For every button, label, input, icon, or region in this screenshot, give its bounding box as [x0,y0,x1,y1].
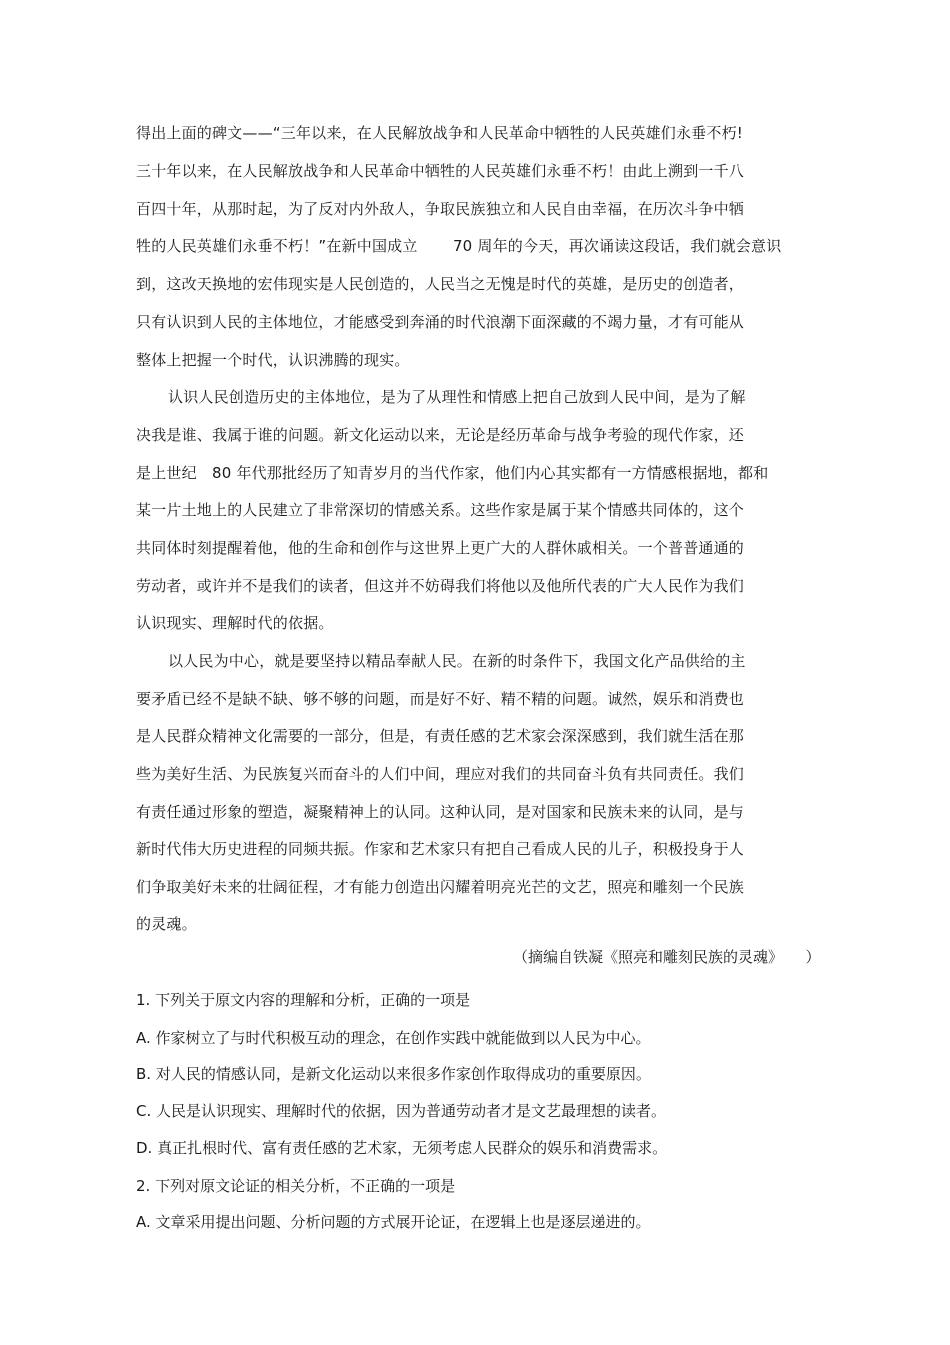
paragraph-line: 要矛盾已经不是缺不缺、够不够的问题，而是好不好、精不精的问题。诚然，娱乐和消费也 [136,690,745,708]
paragraph-line: 三十年以来，在人民解放战争和人民革命中牺牲的人民英雄们永垂不朽！由此上溯到一千八 [136,162,745,180]
paragraph-line: 整体上把握一个时代，认识沸腾的现实。 [136,351,410,369]
paragraph-line: 认识人民创造历史的主体地位，是为了从理性和情感上把自己放到人民中间，是为了解 [168,388,746,406]
paragraph-line: 些为美好生活、为民族复兴而奋斗的人们中间，理应对我们的共同奋斗负有共同责任。我们 [136,765,745,783]
paragraph-line: 只有认识到人民的主体地位，才能感受到奔涌的时代浪潮下面深藏的不竭力量，才有可能从 [136,313,745,331]
paragraph-line: 劳动者，或许并不是我们的读者，但这并不妨碍我们将他以及他所代表的广大人民作为我们 [136,577,745,595]
option-c: C. 人民是认识现实、理解时代的依据，因为普通劳动者才是文艺最理想的读者。 [136,1102,667,1120]
paragraph-line: 牲的人民英雄们永垂不朽！”在新中国成立 70 周年的今天，再次诵读这段话，我们就会意识 [136,237,782,255]
source-citation: （摘编自铁凝《照亮和雕刻民族的灵魂》 ） [513,948,821,966]
paragraph-line: 以人民为中心，就是要坚持以精品奉献人民。在新的时条件下，我国文化产品供给的主 [168,652,746,670]
paragraph-line: 到，这改天换地的宏伟现实是人民创造的，人民当之无愧是时代的英雄，是历史的创造者， [136,275,745,293]
paragraph-line: 是人民群众精神文化需要的一部分，但是，有责任感的艺术家会深深感到，我们就生活在那 [136,727,745,745]
paragraph-line: 得出上面的碑文——“三年以来，在人民解放战争和人民革命中牺牲的人民英雄们永垂不朽! [136,124,743,142]
paragraph-line: 某一片土地上的人民建立了非常深切的情感关系。这些作家是属于某个情感共同体的，这个 [136,501,745,519]
paragraph-line: 新时代伟大历史进程的同频共振。作家和艺术家只有把自己看成人民的儿子，积极投身于人 [136,840,745,858]
option-d: D. 真正扎根时代、富有责任感的艺术家，无须考虑人民群众的娱乐和消费需求。 [136,1139,668,1157]
question-stem: 2. 下列对原文论证的相关分析，不正确的一项是 [136,1177,456,1195]
paragraph-line: 认识现实、理解时代的依据。 [136,614,334,632]
paragraph-line: 共同体时刻提醒着他，他的生命和创作与这世界上更广大的人群休戚相关。一个普普通通的 [136,539,745,557]
paragraph-line: 的灵魂。 [136,915,197,933]
question-stem: 1. 下列关于原文内容的理解和分析，正确的一项是 [136,991,471,1009]
paragraph-line: 们争取美好未来的壮阔征程，才有能力创造出闪耀着明亮光芒的文艺，照亮和雕刻一个民族 [136,878,745,896]
option-a: A. 作家树立了与时代积极互动的理念，在创作实践中就能做到以人民为中心。 [136,1029,651,1047]
paragraph-line: 有责任通过形象的塑造，凝聚精神上的认同。这种认同，是对国家和民族未来的认同，是与 [136,803,745,821]
paragraph-line: 百四十年，从那时起，为了反对内外敌人，争取民族独立和人民自由幸福，在历次斗争中牺 [136,200,745,218]
paragraph-line: 决我是谁、我属于谁的问题。新文化运动以来，无论是经历革命与战争考验的现代作家，还 [136,426,745,444]
option-b: B. 对人民的情感认同，是新文化运动以来很多作家创作取得成功的重要原因。 [136,1065,651,1083]
paragraph-line: 是上世纪 80 年代那批经历了知青岁月的当代作家，他们内心其实都有一方情感根据地，都和 [136,464,769,482]
option-a: A. 文章采用提出问题、分析问题的方式展开论证，在逻辑上也是逐层递进的。 [136,1213,651,1231]
